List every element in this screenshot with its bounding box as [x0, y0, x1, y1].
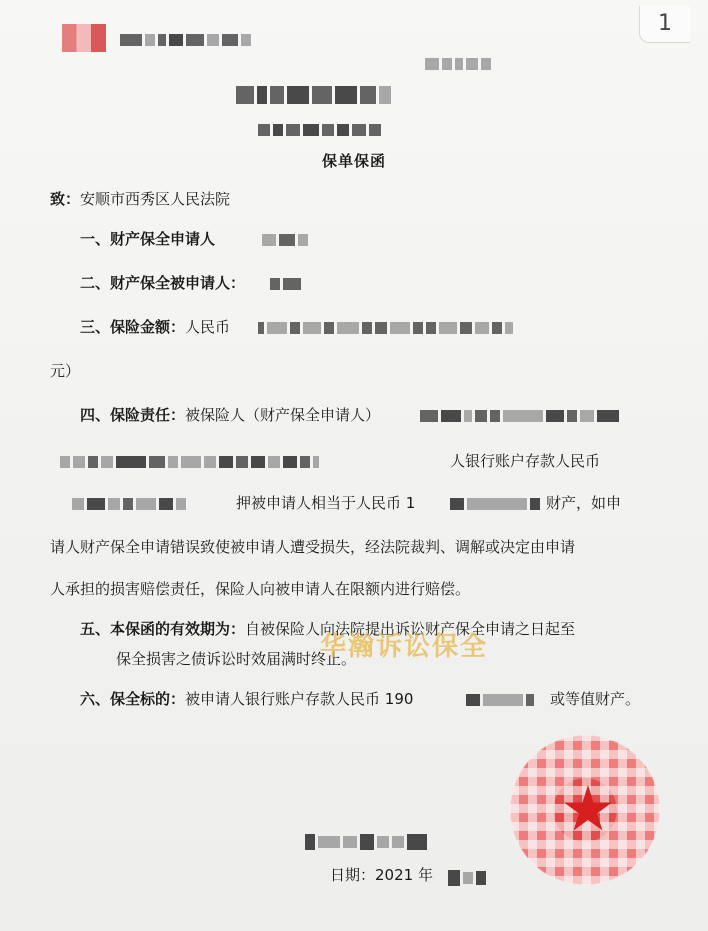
clause6-label: 六、保全标的： [80, 690, 186, 708]
clause6-text-b: 或等值财产。 [550, 690, 641, 708]
clause5-label: 五、本保函的有效期为： [80, 620, 246, 638]
clause6-text-a: 被申请人银行账户存款人民币 190 [185, 690, 414, 708]
redacted-target-amount [466, 694, 534, 706]
redacted-freeze-target [72, 498, 186, 510]
clause4-line5: 人承担的损害赔偿责任，保险人向被申请人在限额内进行赔偿。 [50, 580, 471, 598]
insured-amount-label: 三、保险金额： [80, 318, 186, 336]
liability-label: 四、保险责任： [80, 406, 186, 424]
redacted-date [448, 870, 486, 886]
watermark: 华瀚诉讼保全 [320, 632, 489, 662]
clause4-line2: 人银行账户存款人民币 [450, 452, 601, 470]
document-title: 保单保函 [321, 152, 386, 170]
clause4-line4: 请人财产保全申请错误致使被申请人遭受损失，经法院裁判、调解或决定由申请 [50, 538, 576, 556]
redacted-insured-party [420, 410, 619, 422]
redacted-heading [236, 86, 391, 104]
item-insured-amount [80, 316, 230, 337]
clause5-line2: 保全损害之债诉讼时效届满时终止。 [116, 650, 357, 668]
redacted-signatory [305, 834, 427, 850]
company-logo-redacted [62, 24, 106, 52]
date-label: 日期：2021 年 [330, 866, 433, 884]
page-number: 1 [639, 6, 690, 43]
item-liability [80, 404, 380, 425]
clause4-line3b: 财产，如申 [546, 494, 622, 512]
redacted-header-right [425, 58, 491, 70]
addressee-prefix: 致： [50, 190, 81, 208]
item-respondent: 二、财产保全被申请人： [80, 274, 246, 292]
addressee-line [50, 188, 230, 209]
insured-amount-unit: 元） [50, 362, 81, 380]
redacted-applicant [262, 234, 308, 246]
clause4-line3a: 押被申请人相当于人民币 1 [236, 494, 416, 512]
clause6-line [80, 688, 413, 709]
insured-amount-currency: 人民币 [185, 318, 231, 336]
liability-text: 被保险人（财产保全申请人） [185, 406, 381, 424]
redacted-insured-amount [258, 322, 513, 334]
item-applicant: 一、财产保全申请人 [80, 230, 216, 248]
redacted-account-info [60, 456, 319, 468]
redacted-company-name [120, 34, 251, 46]
redacted-freeze-amount [450, 498, 540, 510]
addressee-court: 安顺市西秀区人民法院 [80, 190, 231, 208]
redacted-respondent [270, 278, 301, 290]
clause5-text: 自被保险人向法院提出诉讼财产保全申请之日起至 [245, 620, 576, 638]
redacted-policy-number [258, 124, 381, 136]
